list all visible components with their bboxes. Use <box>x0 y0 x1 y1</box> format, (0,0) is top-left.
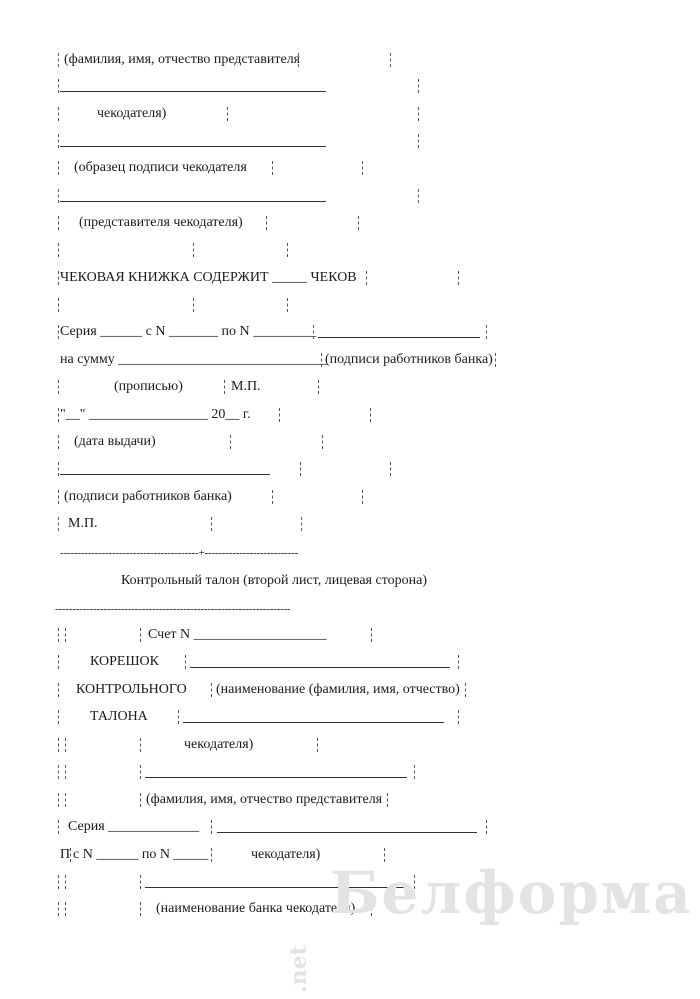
frame-bar <box>58 655 59 669</box>
watermark-logo <box>286 859 700 999</box>
frame-bar <box>317 738 318 752</box>
frame-bar <box>58 628 59 642</box>
frame-bar <box>322 435 323 449</box>
frame-bar <box>58 325 59 339</box>
frame-bar <box>495 353 496 367</box>
frame-bar <box>193 243 194 257</box>
frame-bar <box>70 848 71 862</box>
frame-bar <box>58 875 59 889</box>
frame-bar <box>65 902 66 916</box>
frame-bar <box>65 738 66 752</box>
control-stub-title: Контрольный талон (второй лист, лицевая сторона) <box>121 573 427 588</box>
drawer-label: чекодателя) <box>251 847 321 862</box>
drawer-representative-label: (представителя чекодателя) <box>79 215 243 230</box>
frame-bar <box>211 683 212 697</box>
frame-bar <box>418 79 419 93</box>
section-rule: -------------------------------------------------------------------- <box>55 603 291 615</box>
bank-name-label: (наименование банка чекодателя) <box>156 901 356 916</box>
fill-line <box>60 201 326 202</box>
frame-bar <box>287 298 288 312</box>
frame-bar <box>266 216 267 230</box>
drawer-signature-sample-label: (образец подписи чекодателя <box>74 160 247 175</box>
bank-signatures-right-label: (подписи работников банка) <box>325 352 493 367</box>
frame-bar <box>58 820 59 834</box>
frame-bar <box>287 243 288 257</box>
drawer-label: чекодателя) <box>184 737 254 752</box>
frame-bar <box>58 271 59 285</box>
frame-bar <box>65 875 66 889</box>
frame-bar <box>58 298 59 312</box>
series-line: Серия _____________ <box>68 819 200 834</box>
amount-line: на сумму ______________________________ <box>60 352 329 367</box>
date-line: "__" _________________ 20__ г. <box>60 407 251 422</box>
frame-bar <box>58 408 59 422</box>
account-line: Счет N ___________________ <box>148 627 327 642</box>
frame-bar <box>140 738 141 752</box>
frame-bar <box>321 353 322 367</box>
frame-bar <box>486 325 487 339</box>
frame-bar <box>58 738 59 752</box>
frame-bar <box>58 134 59 148</box>
issue-date-label: (дата выдачи) <box>74 434 156 449</box>
fill-line <box>190 667 450 668</box>
frame-bar <box>58 107 59 121</box>
cut-divider: ----------------------------------------+--------------------------- <box>60 547 299 559</box>
frame-bar <box>65 628 66 642</box>
frame-bar <box>185 655 186 669</box>
frame-bar <box>414 765 415 779</box>
watermark-brand: Белформа <box>330 859 693 927</box>
frame-bar <box>65 765 66 779</box>
frame-bar <box>390 53 391 67</box>
frame-bar <box>211 848 212 862</box>
frame-bar <box>58 189 59 203</box>
frame-bar <box>458 710 459 724</box>
frame-bar <box>140 902 141 916</box>
fill-line <box>145 777 407 778</box>
checkbook-contains-text: ЧЕКОВАЯ КНИЖКА СОДЕРЖИТ _____ ЧЕКОВ <box>60 270 357 285</box>
frame-bar <box>140 793 141 807</box>
from-to-line: с N ______ по N _____ <box>73 847 209 862</box>
frame-bar <box>58 161 59 175</box>
frame-bar <box>358 216 359 230</box>
frame-bar <box>486 820 487 834</box>
series-line: Серия ______ с N _______ по N _________ <box>60 324 317 339</box>
frame-bar <box>58 462 59 476</box>
rep-fio-label: (фамилия, имя, отчество представителя <box>146 792 383 807</box>
stub-label-line3: ТАЛОНА <box>90 709 148 724</box>
frame-bar <box>58 793 59 807</box>
frame-bar <box>58 380 59 394</box>
frame-bar <box>58 517 59 531</box>
frame-bar <box>58 216 59 230</box>
frame-bar <box>193 298 194 312</box>
frame-bar <box>224 380 225 394</box>
frame-bar <box>366 271 367 285</box>
frame-bar <box>371 628 372 642</box>
name-fio-label: (наименование (фамилия, имя, отчество) <box>216 682 460 697</box>
frame-bar <box>178 710 179 724</box>
frame-bar <box>390 462 391 476</box>
frame-bar <box>458 655 459 669</box>
frame-bar <box>58 435 59 449</box>
frame-bar <box>362 161 363 175</box>
stub-label-line2: КОНТРОЛЬНОГО <box>76 682 187 697</box>
frame-bar <box>227 107 228 121</box>
frame-bar <box>298 53 299 67</box>
frame-bar <box>58 243 59 257</box>
fill-line <box>60 474 270 475</box>
frame-bar <box>58 683 59 697</box>
rep-fio-label: (фамилия, имя, отчество представителя <box>64 52 301 67</box>
watermark-tld: .net <box>286 945 312 993</box>
drawer-label: чекодателя) <box>97 106 167 121</box>
frame-bar <box>458 271 459 285</box>
frame-bar <box>65 793 66 807</box>
frame-bar <box>58 710 59 724</box>
frame-bar <box>211 517 212 531</box>
frame-bar <box>313 325 314 339</box>
frame-bar <box>58 490 59 504</box>
stub-label-line1: КОРЕШОК <box>90 654 160 669</box>
frame-bar <box>301 517 302 531</box>
frame-bar <box>362 490 363 504</box>
frame-bar <box>272 490 273 504</box>
frame-bar <box>418 107 419 121</box>
fill-line <box>217 832 477 833</box>
frame-bar <box>140 765 141 779</box>
frame-bar <box>140 628 141 642</box>
stamp-mp-label: М.П. <box>231 379 261 394</box>
bank-signatures-label: (подписи работников банка) <box>64 489 232 504</box>
frame-bar <box>370 408 371 422</box>
frame-bar <box>58 53 59 67</box>
stamp-mp-label: М.П. <box>68 516 98 531</box>
p-letter: П <box>60 847 71 862</box>
fill-line <box>60 146 326 147</box>
frame-bar <box>279 408 280 422</box>
frame-bar <box>230 435 231 449</box>
frame-bar <box>58 79 59 93</box>
frame-bar <box>465 683 466 697</box>
fill-line <box>318 337 480 338</box>
frame-bar <box>58 902 59 916</box>
fill-line <box>60 91 326 92</box>
frame-bar <box>418 189 419 203</box>
frame-bar <box>300 462 301 476</box>
frame-bar <box>387 793 388 807</box>
frame-bar <box>140 875 141 889</box>
frame-bar <box>58 765 59 779</box>
frame-bar <box>272 161 273 175</box>
frame-bar <box>211 820 212 834</box>
frame-bar <box>418 134 419 148</box>
in-words-label: (прописью) <box>114 379 183 394</box>
frame-bar <box>318 380 319 394</box>
fill-line <box>183 722 444 723</box>
